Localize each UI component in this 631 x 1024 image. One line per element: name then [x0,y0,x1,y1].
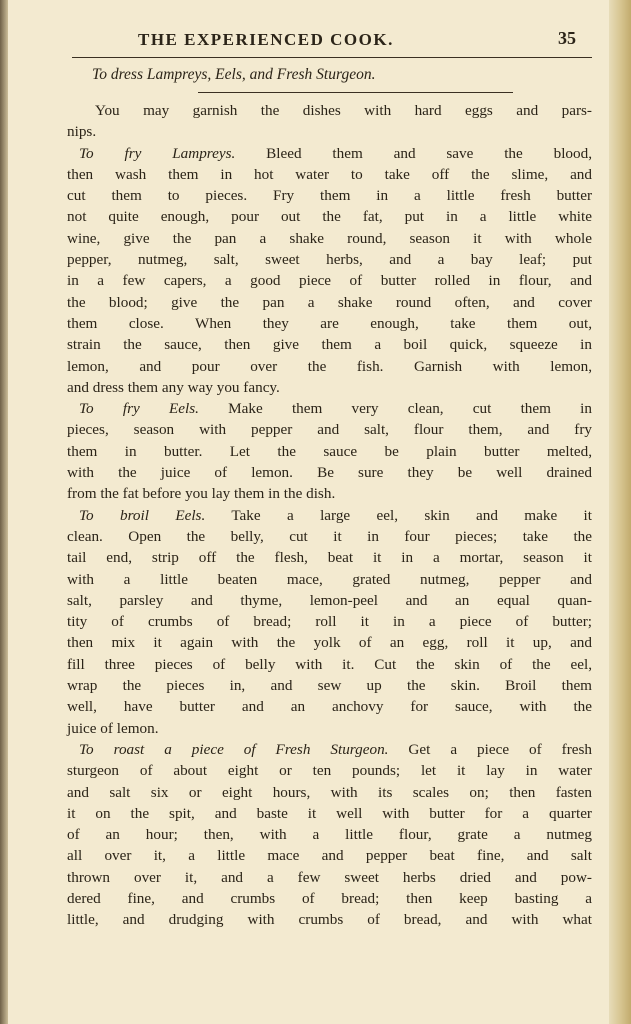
line-text: pepper, nutmeg, salt, sweet herbs, and a bay leaf; put [67,251,592,269]
line-text: dered fine, and crumbs of bread; then keep basting a [67,889,592,907]
text-line [67,526,592,547]
line-text: thrown over it, and a few sweet herbs dried and pow- [67,868,592,886]
line-text: nips. [67,123,97,141]
line-text: the blood; give the pan a shake round often, and cover [67,293,592,311]
line-text: with the juice of lemon. Be sure they be well drained [67,464,592,482]
recipe-heading: To broil Eels. [79,506,206,524]
text-line [67,824,592,845]
text-line [67,398,592,419]
line-text: tail end, strip off the flesh, beat it in a mortar, season it [67,549,592,567]
line-text: and salt six or eight hours, with its scales on; then fasten [67,783,592,801]
line-text: them in butter. Let the sauce be plain butter melted, [67,442,592,460]
text-line [67,228,592,249]
text-line [67,696,592,717]
text-line [67,569,592,590]
text-line [67,100,592,121]
text-line [67,739,592,760]
text-line [67,249,592,270]
line-text: Make them very clean, cut them in [198,400,592,418]
text-line [67,654,592,675]
recipe-heading: To roast a piece of Fresh Sturgeon. [79,740,389,758]
text-line [67,164,592,185]
text-line [67,143,592,164]
line-text: from the fat before you lay them in the dish. [67,485,336,503]
line-text: tity of crumbs of bread; roll it in a piece of butter; [67,613,592,631]
line-text: Bleed them and save the blood, [235,144,592,162]
line-text: and dress them any way you fancy. [67,378,280,396]
line-text: little, and drudging with crumbs of bread, and with what [67,911,592,929]
line-text: them close. When they are enough, take them out, [67,314,592,332]
section-title [92,66,375,84]
running-head: THE EXPERIENCED COOK. [138,30,394,49]
line-text: clean. Open the belly, cut it in four pieces; take the [67,527,592,545]
text-line [67,867,592,888]
line-text: You may garnish the dishes with hard eggs and pars- [95,102,592,119]
line-text: sturgeon of about eight or ten pounds; let it lay in water [67,762,592,780]
text-line [67,334,592,355]
line-text: salt, parsley and thyme, lemon-peel and an equal quan- [67,591,592,609]
text-line [67,547,592,568]
line-text: in a few capers, a good piece of butter rolled in flour, and [67,272,592,290]
line-text: fill three pieces of belly with it. Cut the skin of the eel, [67,655,592,673]
text-line [67,760,592,781]
text-line [67,419,592,440]
text-line [67,377,592,398]
text-line [67,313,592,334]
section-title-rule [198,92,513,93]
line-text: then wash them in hot water to take off the slime, and [67,165,592,183]
text-line [67,185,592,206]
recipe-heading: To fry Eels. [79,400,199,418]
text-line [67,718,592,739]
recipe-heading: To fry Lampreys. [79,144,236,162]
text-line [67,441,592,462]
line-text: pieces, season with pepper and salt, flour them, and fry [67,421,592,439]
line-text: lemon, and pour over the fish. Garnish with lemon, [67,357,592,375]
text-line [67,590,592,611]
header-rule [72,57,592,58]
text-line [67,270,592,291]
line-text: strain the sauce, then give them a boil quick, squeeze in [67,336,592,354]
text-line [67,505,592,526]
line-text: then mix it again with the yolk of an egg, roll it up, and [67,634,592,652]
text-line [67,356,592,377]
section-title-text: To dress Lampreys, Eels, and Fresh Sturgeon. [92,66,376,83]
text-line [67,675,592,696]
text-line [67,845,592,866]
line-text: well, have butter and an anchovy for sauce, with the [67,698,592,716]
line-text: wrap the pieces in, and sew up the skin. Broil them [67,677,592,695]
line-text: all over it, a little mace and pepper beat fine, and salt [67,847,592,865]
line-text: of an hour; then, with a little flour, grate a nutmeg [67,826,592,844]
text-line [67,611,592,632]
line-text: with a little beaten mace, grated nutmeg, pepper and [67,570,592,588]
line-text: Get a piece of fresh [388,740,592,758]
page-number: 35 [558,28,576,48]
line-text: Take a large eel, skin and make it [205,506,592,524]
text-line [67,803,592,824]
line-text: cut them to pieces. Fry them in a little fresh butter [67,187,592,205]
line-text: it on the spit, and baste it well with butter for a quarter [67,804,592,822]
body-text [67,100,592,931]
text-line [67,292,592,313]
text-line [67,888,592,909]
text-line [67,121,592,142]
line-text: wine, give the pan a shake round, season it with whole [67,229,592,247]
text-line [67,483,592,504]
text-line [67,206,592,227]
line-text: not quite enough, pour out the fat, put in a little white [67,208,592,226]
text-line [67,909,592,930]
text-line [67,632,592,653]
text-line [67,462,592,483]
line-text: juice of lemon. [67,719,159,737]
text-line [67,782,592,803]
